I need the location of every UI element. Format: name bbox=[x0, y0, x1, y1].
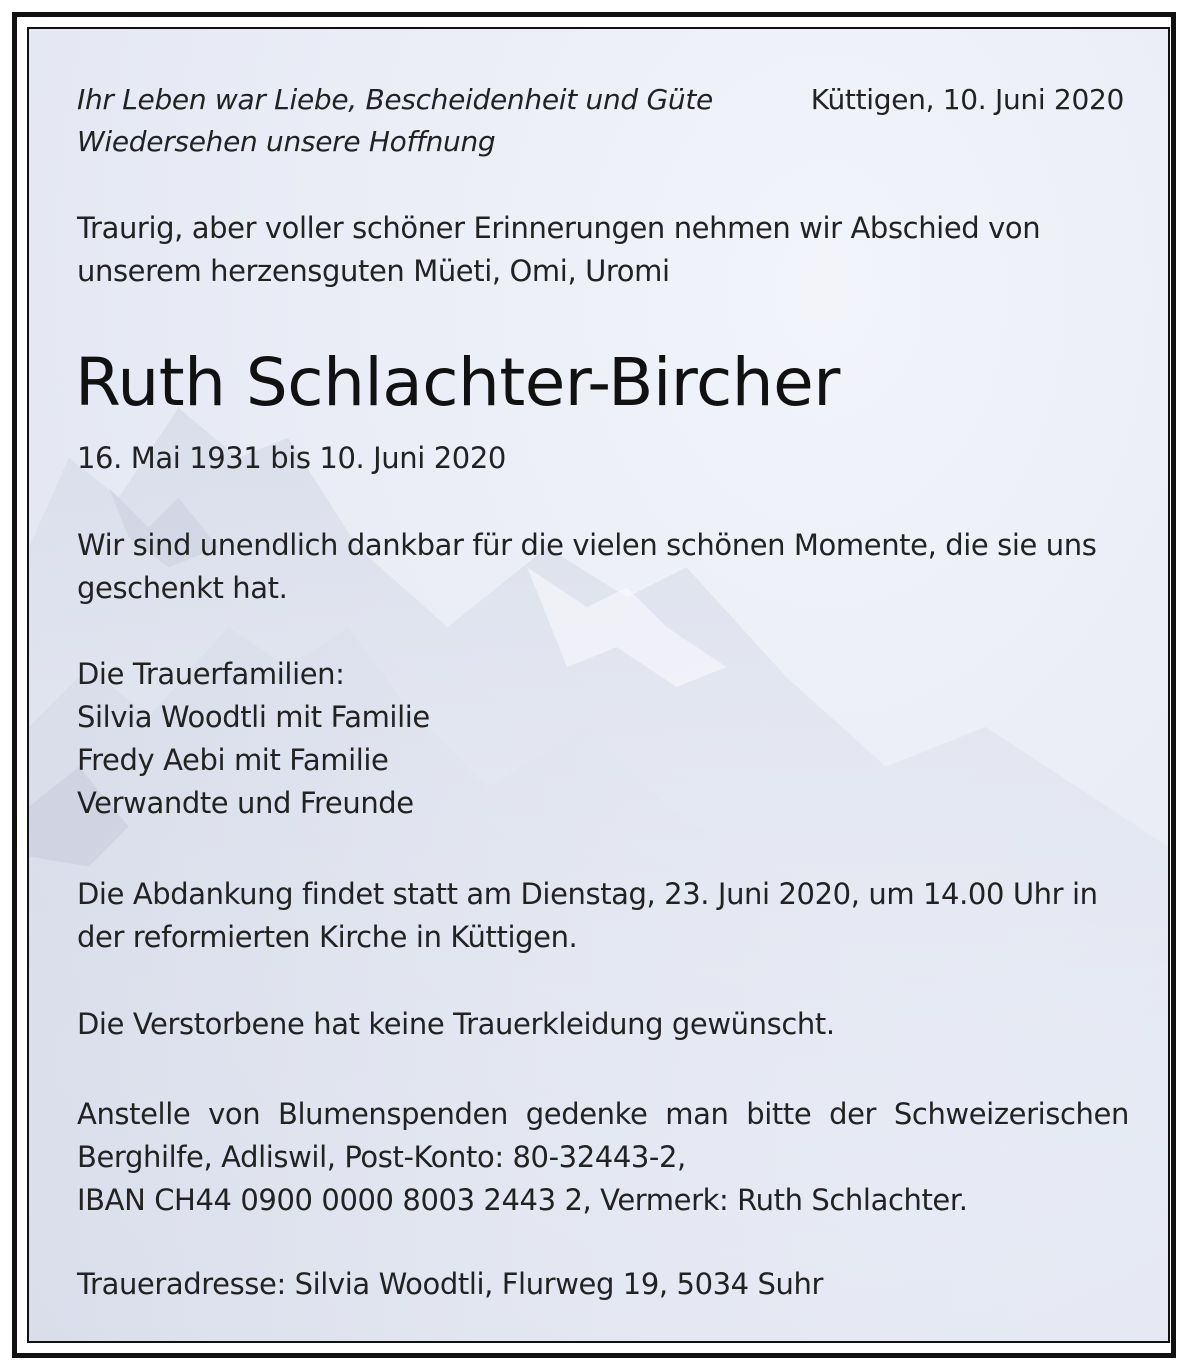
thanks-line-1: Wir sind unendlich dankbar für die vielen schönen Momente, die sie uns bbox=[77, 528, 1097, 562]
families-heading: Die Trauerfamilien: bbox=[77, 657, 345, 691]
family-member: Fredy Aebi mit Familie bbox=[77, 743, 389, 777]
mourning-address-text: Traueradresse: Silvia Woodtli, Flurweg 19, 5034 Suhr bbox=[77, 1267, 824, 1301]
service-line-2: der reformierten Kirche in Küttigen. bbox=[77, 920, 578, 954]
funeral-service-paragraph bbox=[77, 873, 1129, 959]
donation-word: Anstelle bbox=[77, 1097, 191, 1131]
donation-line-3: IBAN CH44 0900 0000 8003 2443 2, Vermerk: Ruth Schlachter. bbox=[77, 1183, 968, 1217]
dress-note bbox=[77, 1003, 1129, 1046]
obituary-content bbox=[29, 29, 1168, 1341]
mourning-families bbox=[77, 653, 1129, 825]
service-line-1: Die Abdankung findet statt am Dienstag, 23. Juni 2020, um 14.00 Uhr in bbox=[77, 877, 1098, 911]
thanks-paragraph bbox=[77, 524, 1129, 610]
thanks-line-2: geschenkt hat. bbox=[77, 571, 288, 605]
donation-paragraph bbox=[77, 1093, 1129, 1222]
donation-line-2: Berghilfe, Adliswil, Post-Konto: 80-32443-2, bbox=[77, 1140, 686, 1174]
deceased-name: Ruth Schlachter-Bircher bbox=[75, 344, 840, 421]
donation-line-1 bbox=[77, 1093, 1129, 1136]
donation-word: man bbox=[665, 1097, 729, 1131]
intro-line-2: unserem herzensguten Müeti, Omi, Uromi bbox=[77, 254, 670, 288]
motto-quote bbox=[77, 79, 713, 163]
intro-line-1: Traurig, aber voller schöner Erinnerungen nehmen wir Abschied von bbox=[77, 211, 1041, 245]
family-member: Verwandte und Freunde bbox=[77, 786, 414, 820]
donation-word: Blumenspenden bbox=[277, 1097, 508, 1131]
donation-word: Schweizerischen bbox=[893, 1097, 1129, 1131]
dress-note-text: Die Verstorbene hat keine Trauerkleidung gewünscht. bbox=[77, 1007, 835, 1041]
intro-paragraph bbox=[77, 207, 1129, 293]
donation-word: gedenke bbox=[525, 1097, 648, 1131]
family-member: Silvia Woodtli mit Familie bbox=[77, 700, 430, 734]
donation-word: bitte bbox=[746, 1097, 812, 1131]
donation-word: von bbox=[208, 1097, 261, 1131]
donation-word: der bbox=[829, 1097, 877, 1131]
motto-line-2: Wiedersehen unsere Hoffnung bbox=[77, 125, 496, 158]
motto-line-1: Ihr Leben war Liebe, Bescheidenheit und Güte bbox=[77, 83, 713, 116]
deceased-dates bbox=[77, 437, 1129, 480]
inner-border bbox=[27, 27, 1170, 1343]
life-dates: 16. Mai 1931 bis 10. Juni 2020 bbox=[77, 441, 506, 475]
place-and-date: Küttigen, 10. Juni 2020 bbox=[810, 83, 1124, 116]
mourning-address bbox=[77, 1263, 1129, 1306]
